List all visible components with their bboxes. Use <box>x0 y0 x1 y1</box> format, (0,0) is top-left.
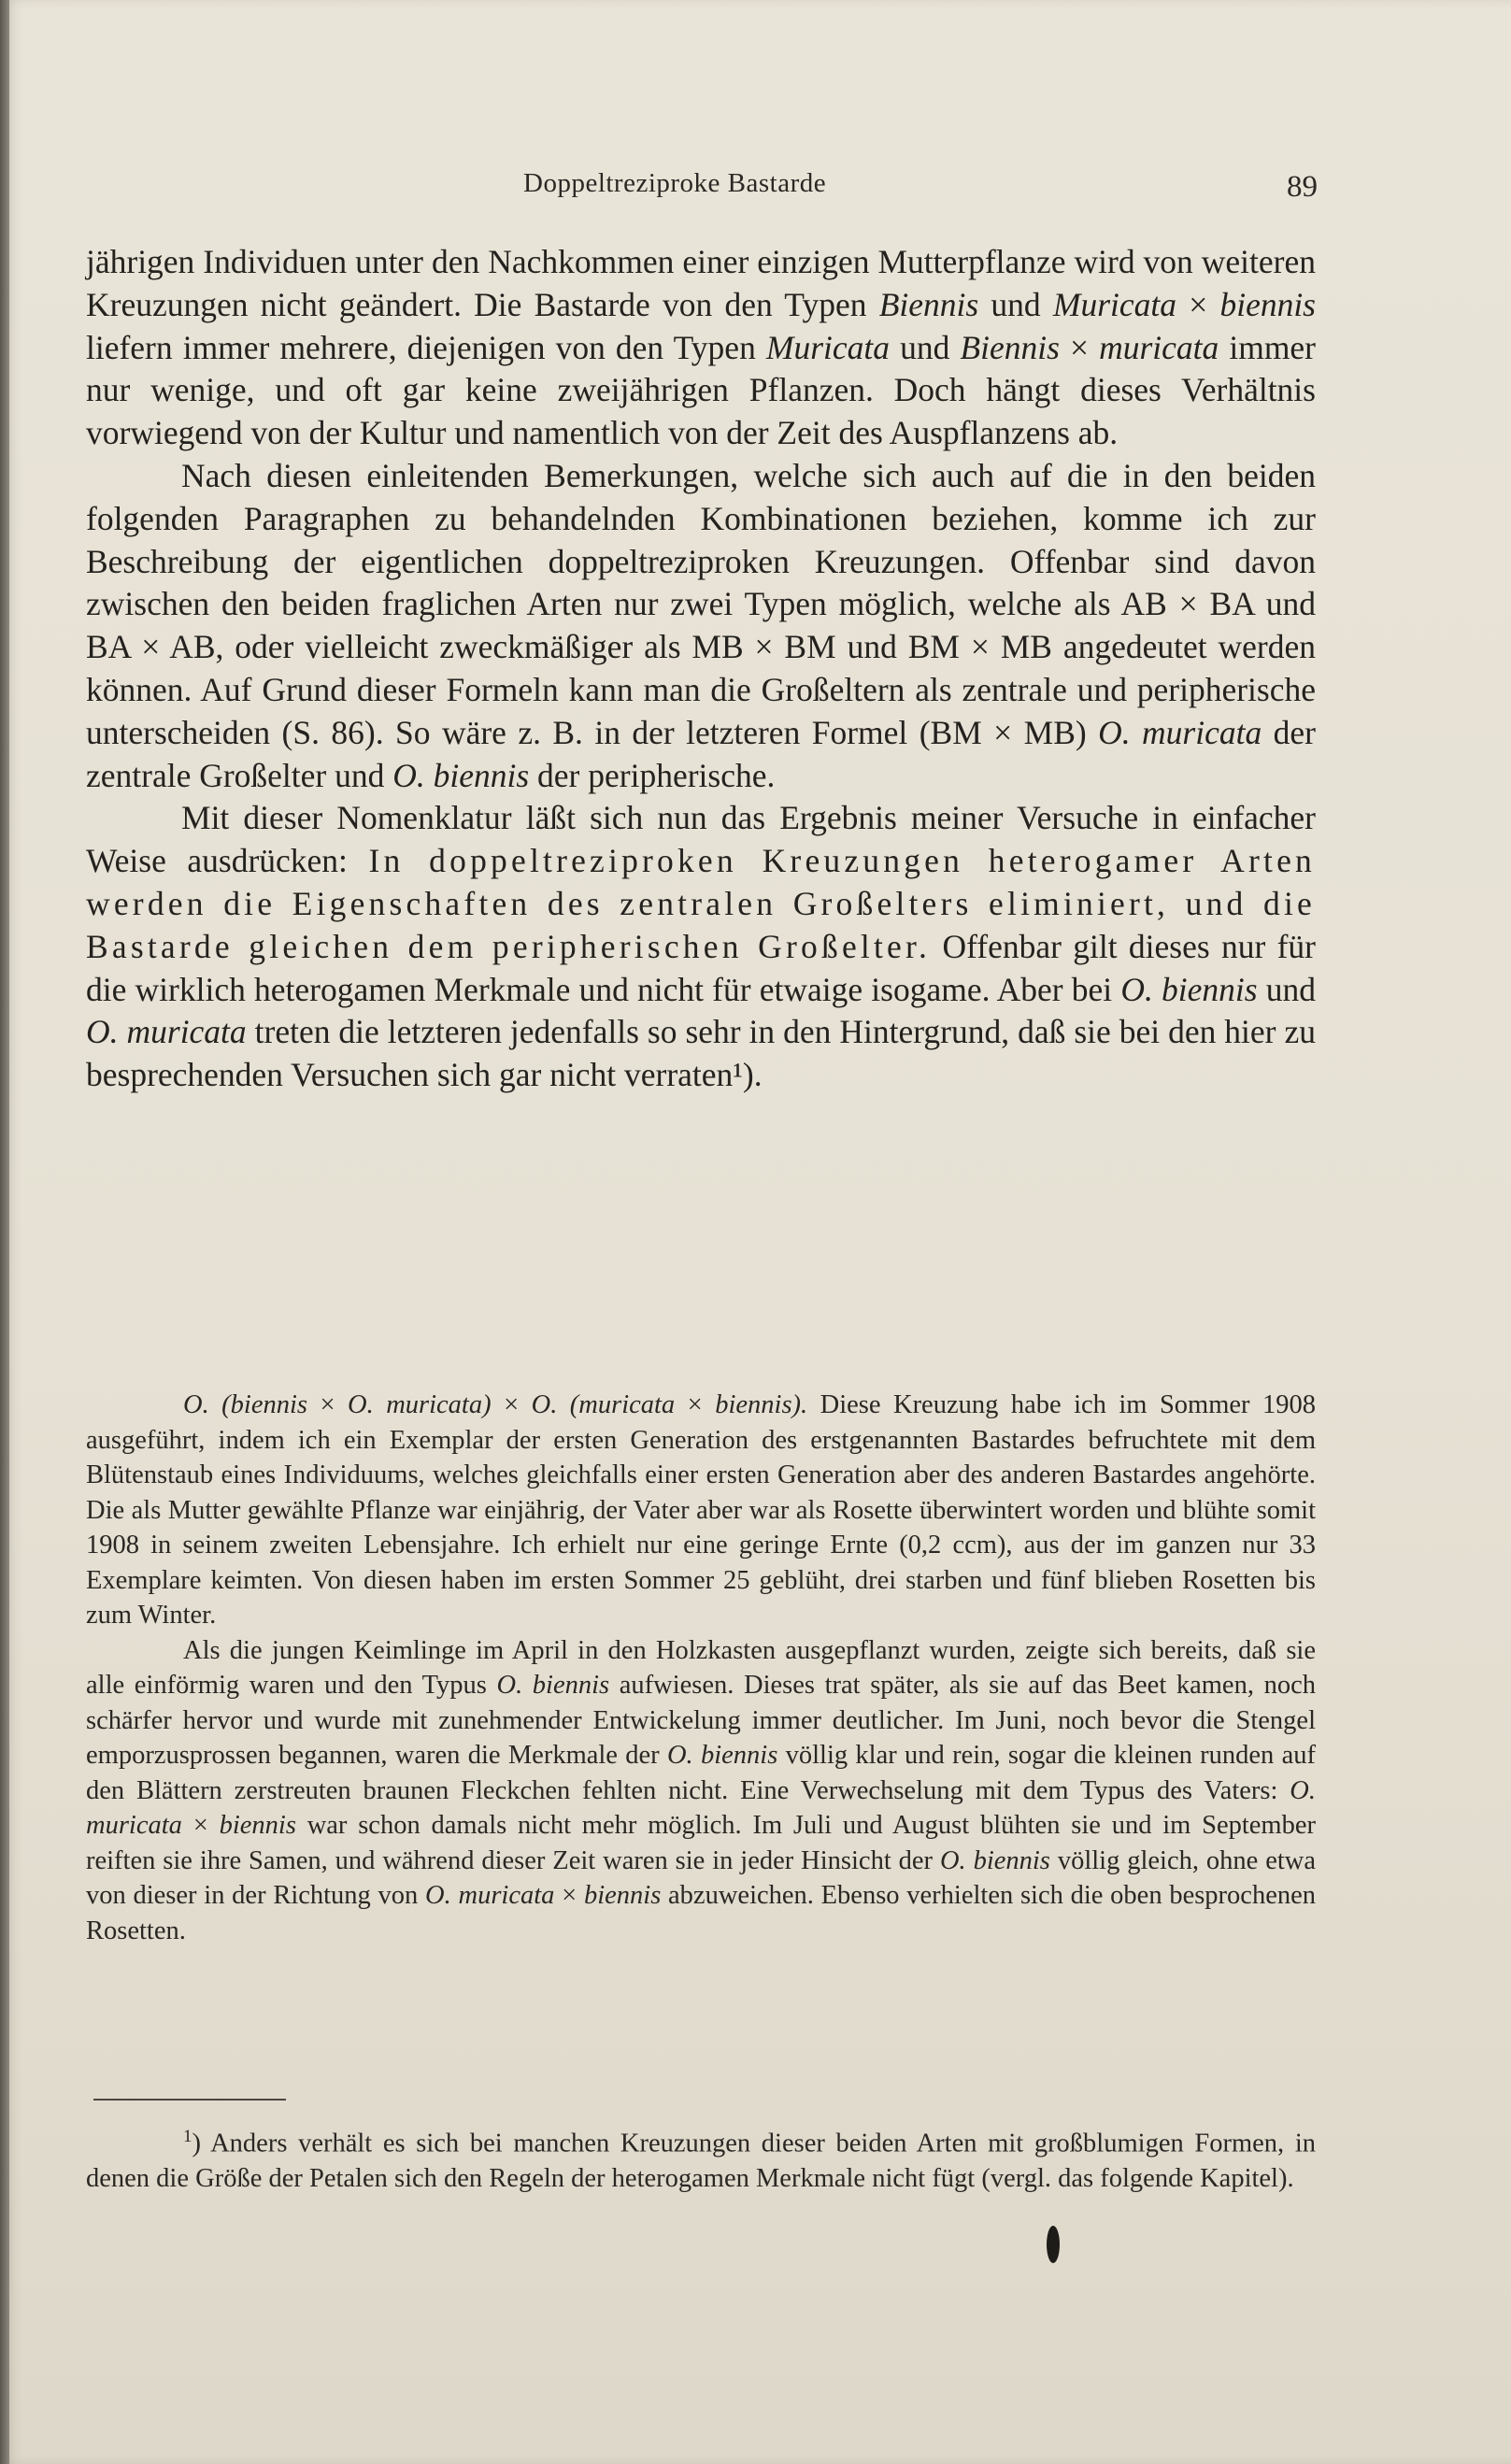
footnote-close-paren: ) <box>192 2129 211 2158</box>
text-segment: × <box>1176 285 1220 323</box>
text-segment: liefern immer mehrere, diejenigen von den Typen <box>86 328 766 366</box>
ink-spot <box>1047 2226 1060 2263</box>
italic-text-segment: O. biennis <box>392 756 530 794</box>
footnote-divider <box>93 2099 286 2101</box>
text-segment: Diese Kreuzung habe ich im Sommer 1908 ausgeführt, indem ich ein Exemplar der ersten Generation des erstgenannten Bastardes befruchtete mit dem Blütenstaub eines Individuums, welches gleichfalls einer ersten Generation aber des anderen Bastardes angehörte. Die als Mutter gewählte Pflanze war einjährig, der Vater aber war als Rosette überwintert worden und blühte somit 1908 in seinem zweiten Lebensjahre. Ich erhielt nur eine geringe Ernte (0,2 ccm), aus der im ganzen nur 33 Exemplare keimten. Von diesen haben im ersten Sommer 25 geblüht, drei starben und fünf blieben Rosetten bis zum Winter. <box>86 1390 1316 1630</box>
text-segment: jährigen Individuen unter den Nachkommen einer einzigen Mutterpflanze wird von weiteren Kreuzungen nicht geändert. Die Bastarde von den Typen <box>86 243 1316 323</box>
page-binding-edge <box>0 0 9 2464</box>
main-text <box>86 241 1316 1097</box>
text-segment: × <box>307 1390 349 1419</box>
italic-text-segment: biennis <box>219 1811 296 1840</box>
text-segment: Offenbar gilt dieses nur für die wirklich heterogamen Merkmale und nicht für etwaige isogame. Aber bei <box>86 927 1316 1008</box>
page-header <box>84 168 1318 209</box>
italic-text-segment: Muricata <box>1052 285 1177 323</box>
italic-text-segment: O. (muricata <box>531 1390 676 1419</box>
italic-text-segment: O. muricata <box>1098 713 1262 751</box>
paragraph-1 <box>86 241 1316 455</box>
text-segment: × <box>675 1390 716 1419</box>
footnote <box>86 2119 1316 2197</box>
footnote-text: Anders verhält es sich bei manchen Kreuzungen dieser beiden Arten mit großblumigen Formen, in denen die Größe der Petalen sich den Regeln der heterogamen Merkmale nicht fügt (vergl. das folgende Kapitel). <box>86 2129 1317 2193</box>
emphasized-text-segment: In doppeltreziproken Kreuzungen heterogamer Arten werden die Eigenschaften des zentralen Großelters eliminiert, und die Bastarde gleichen dem peripherischen Großelter. <box>86 842 1317 965</box>
text-segment: völlig klar und rein, sogar die kleinen runden auf den Blättern zerstreuten braunen Fleckchen fehlten nicht. Eine Verwechselung mit dem Typus des Vaters: <box>86 1741 1316 1805</box>
text-segment: × <box>491 1390 532 1419</box>
italic-text-segment: biennis). <box>715 1390 808 1419</box>
text-segment: × <box>1059 328 1100 366</box>
italic-text-segment: O. biennis <box>1120 970 1258 1008</box>
italic-text-segment: Biennis <box>960 328 1060 366</box>
experiment-paragraph-2 <box>86 1633 1316 1949</box>
footnote-marker: 1 <box>183 2127 192 2146</box>
paragraph-3 <box>86 797 1316 1097</box>
text-segment: und <box>978 285 1053 323</box>
text-segment: aufwiesen. Dieses trat später, als sie auf das Beet kamen, noch schärfer hervor und wurde mit zunehmender Entwickelung immer deutlicher. Im Juni, noch bevor die Stengel emporzusprossen begannen, waren die Merkmale der <box>86 1671 1316 1770</box>
italic-text-segment: O. muricata <box>86 1775 1316 1840</box>
text-segment: und <box>1257 970 1316 1008</box>
italic-text-segment: O. biennis <box>666 1741 778 1770</box>
experiment-description <box>86 1388 1316 1948</box>
text-segment: Als die jungen Keimlinge im April in den Holzkasten ausgepflanzt wurden, zeigte sich bereits, daß sie alle einförmig waren und den Typus <box>86 1635 1316 1700</box>
text-segment: treten die letzteren jedenfalls so sehr in den Hintergrund, daß sie bei den hier zu besprechenden Versuchen sich gar nicht verraten¹). <box>86 1013 1316 1094</box>
italic-text-segment: O. biennis <box>939 1845 1050 1875</box>
running-head: Doppeltreziproke Bastarde <box>523 168 827 198</box>
text-segment: × <box>181 1811 220 1840</box>
text-segment: Nach diesen einleitenden Bemerkungen, welche sich auch auf die in den beiden folgenden Paragraphen zu behandelnden Kombinationen beziehen, komme ich zur Beschreibung der eigentlichen doppeltreziproken Kreuzungen. Offenbar sind davon zwischen den beiden fraglichen Arten nur zwei Typen möglich, welche als AB × BA und BA × AB, oder vielleicht zweckmäßiger als MB × BM und BM × MB angedeutet werden können. Auf Grund dieser Formeln kann man die Großeltern als zentrale und peripherische unterscheiden (S. 86). So wäre z. B. in der letzteren Formel (BM × MB) <box>86 456 1316 751</box>
italic-text-segment: O. muricata <box>86 1013 247 1051</box>
italic-text-segment: Muricata <box>765 328 891 366</box>
footnote-paragraph <box>86 2119 1316 2197</box>
text-segment: × <box>554 1881 584 1910</box>
italic-text-segment: muricata <box>1099 328 1219 366</box>
italic-text-segment: O. biennis <box>496 1671 610 1700</box>
text-segment: völlig gleich, ohne etwa von dieser in der Richtung von <box>86 1845 1317 1910</box>
text-segment: immer nur wenige, und oft gar keine zweijährigen Pflanzen. Doch hängt dieses Verhältnis vorwiegend von der Kultur und namentlich von der Zeit des Auspflanzens ab. <box>86 328 1317 452</box>
text-segment: der zentrale Großelter und <box>86 713 1316 794</box>
page-number: 89 <box>1287 170 1318 204</box>
paragraph-2 <box>86 455 1316 797</box>
text-segment: Mit dieser Nomenklatur läßt sich nun das Ergebnis meiner Versuche in einfacher Weise ausdrücken: <box>86 799 1316 880</box>
text-segment: abzuweichen. Ebenso verhielten sich die oben besprochenen Rosetten. <box>86 1881 1316 1945</box>
text-segment: war schon damals nicht mehr möglich. Im Juli und August blühten sie und im September reiften sie ihre Samen, und während dieser Zeit waren sie in jeder Hinsicht der <box>86 1811 1316 1875</box>
italic-text-segment: biennis <box>1219 285 1317 323</box>
italic-text-segment: Biennis <box>878 285 979 323</box>
text-segment: und <box>890 328 961 366</box>
italic-text-segment: biennis <box>583 1881 662 1910</box>
italic-text-segment: O. muricata <box>425 1881 555 1910</box>
text-segment: der peripherische. <box>529 756 776 794</box>
italic-text-segment: O. (biennis <box>183 1390 307 1419</box>
italic-text-segment: O. muricata) <box>348 1390 492 1419</box>
experiment-paragraph-1 <box>86 1388 1316 1633</box>
